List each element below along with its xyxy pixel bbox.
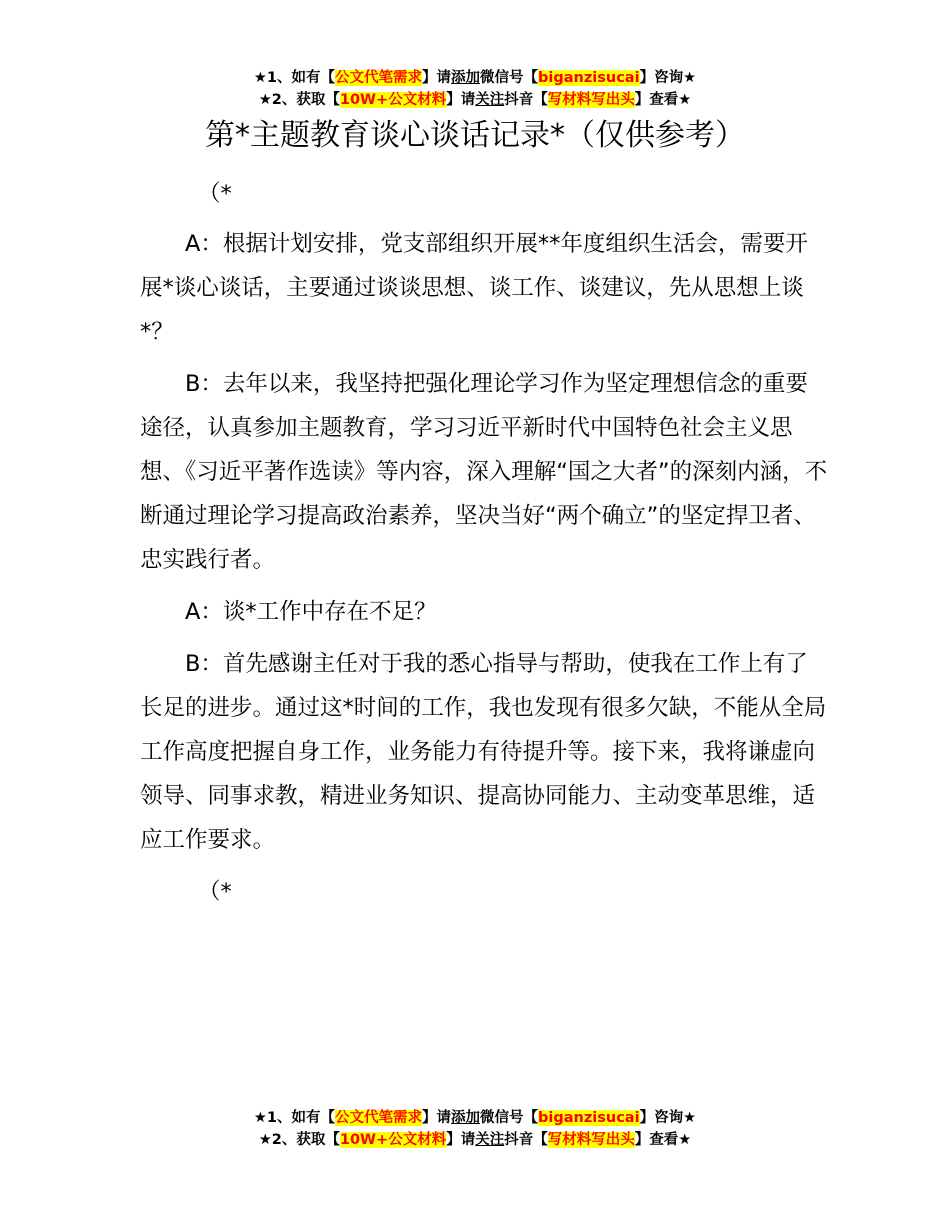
banner-line-1: ★1、如有【公文代笔需求】请添加微信号【biganzisucai】咨询★ bbox=[253, 70, 697, 86]
paragraph-answer-2: B：首先感谢主任对于我的悉心指导与帮助，使我在工作上有了长足的进步。通过这*时间的工作，我也发现有很多欠缺，不能从全局工作高度把握自身工作，业务能力有待提升等。接下来，我将谦虚向领导、同事求教，精进业务知识、提高协同能力、主动变革思维，适应工作要求。 bbox=[140, 651, 827, 853]
banner-highlight-wechat: biganzisucai bbox=[538, 1110, 640, 1126]
banner-highlight-douyin: 写材料写出头 bbox=[547, 1132, 635, 1148]
banner-highlight-douyin: 写材料写出头 bbox=[547, 92, 635, 108]
banner-line-2: ★2、获取【10W+公文材料】请关注抖音【写材料写出头】查看★ bbox=[258, 92, 692, 108]
banner-highlight-materials: 10W+公文材料 bbox=[339, 92, 447, 108]
banner-highlight-service: 公文代笔需求 bbox=[335, 70, 423, 86]
section-marker: （* bbox=[198, 181, 232, 207]
paragraph-answer-1: B：去年以来，我坚持把强化理论学习作为坚定理想信念的重要途径，认真参加主题教育，学习习近平新时代中国特色社会主义思想、《习近平著作选读》等内容，深入理解“国之大者”的深刻内涵，不断通过理论学习提高政治素养，坚决当好“两个确立”的坚定捍卫者、忠实践行者。 bbox=[140, 371, 828, 573]
page-title: 第*主题教育谈心谈话记录*（仅供参考） bbox=[205, 118, 745, 153]
banner-highlight-wechat: biganzisucai bbox=[538, 70, 640, 86]
header-banner bbox=[0, 67, 950, 111]
footer-banner bbox=[0, 1107, 950, 1151]
section-marker: （* bbox=[198, 879, 232, 905]
paragraph-question-2: A：谈*工作中存在不足？ bbox=[185, 599, 437, 625]
banner-line-2: ★2、获取【10W+公文材料】请关注抖音【写材料写出头】查看★ bbox=[258, 1132, 692, 1148]
banner-highlight-materials: 10W+公文材料 bbox=[339, 1132, 447, 1148]
banner-highlight-service: 公文代笔需求 bbox=[335, 1110, 423, 1126]
paragraph-question-1: A：根据计划安排，党支部组织开展**年度组织生活会，需要开展*谈心谈话，主要通过谈谈思想、谈工作、谈建议，先从思想上谈*？ bbox=[140, 231, 808, 345]
document-body bbox=[140, 172, 830, 914]
banner-line-1: ★1、如有【公文代笔需求】请添加微信号【biganzisucai】咨询★ bbox=[253, 1110, 697, 1126]
